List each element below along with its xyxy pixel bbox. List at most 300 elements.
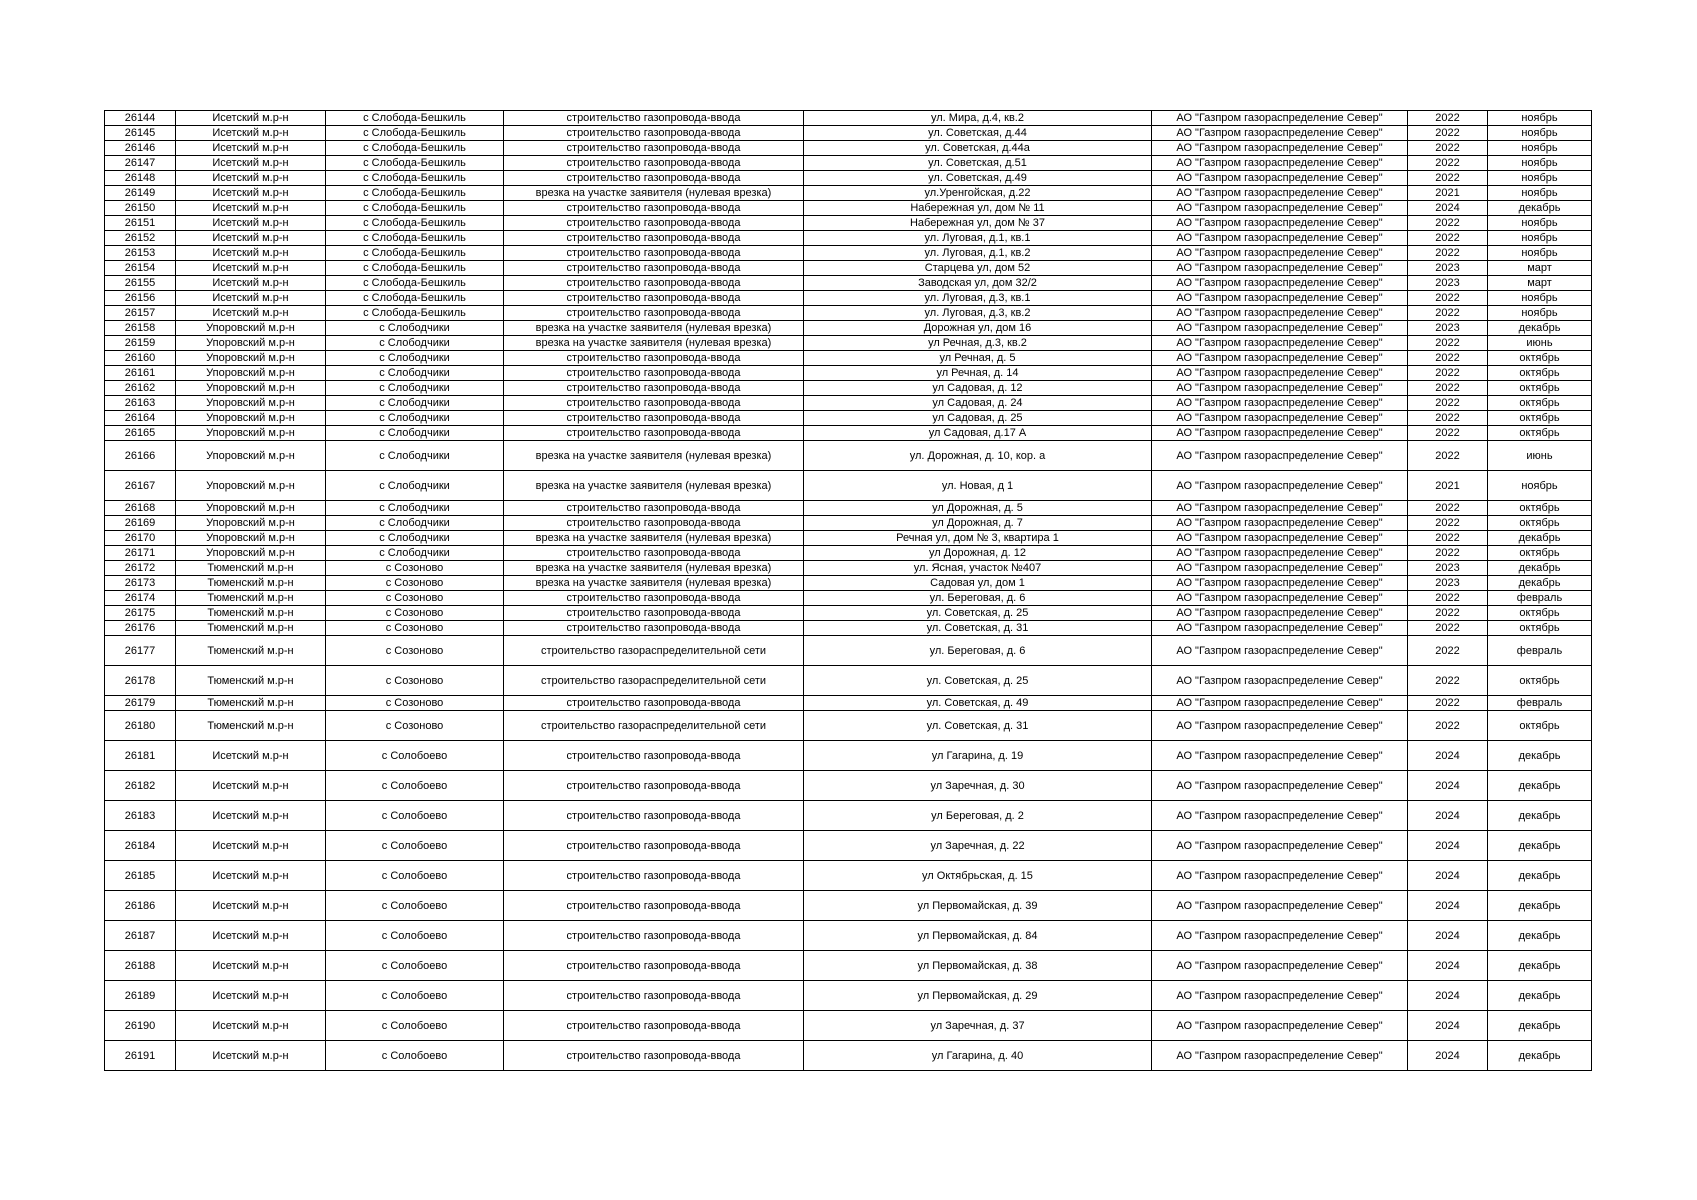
table-row [105, 411, 1592, 426]
cell-district: Исетский м.р-н [176, 861, 326, 891]
cell-settlement: с Созоново [326, 711, 504, 741]
cell-organization: АО "Газпром газораспределение Север" [1152, 171, 1408, 186]
cell-organization: АО "Газпром газораспределение Север" [1152, 156, 1408, 171]
cell-work-type: врезка на участке заявителя (нулевая врезка) [504, 321, 804, 336]
cell-address: Старцева ул, дом 52 [804, 261, 1152, 276]
cell-settlement: с Солобоево [326, 951, 504, 981]
cell-month: ноябрь [1488, 471, 1592, 501]
cell-year: 2022 [1408, 636, 1488, 666]
cell-organization: АО "Газпром газораспределение Север" [1152, 426, 1408, 441]
cell-month: март [1488, 261, 1592, 276]
cell-settlement: с Слободчики [326, 426, 504, 441]
cell-district: Исетский м.р-н [176, 156, 326, 171]
cell-organization: АО "Газпром газораспределение Север" [1152, 126, 1408, 141]
cell-organization: АО "Газпром газораспределение Север" [1152, 471, 1408, 501]
cell-district: Тюменский м.р-н [176, 666, 326, 696]
cell-organization: АО "Газпром газораспределение Север" [1152, 396, 1408, 411]
cell-year: 2024 [1408, 801, 1488, 831]
cell-id: 26183 [105, 801, 176, 831]
cell-address: ул. Советская, д.44а [804, 141, 1152, 156]
cell-id: 26185 [105, 861, 176, 891]
cell-address: ул Речная, д.3, кв.2 [804, 336, 1152, 351]
cell-month: февраль [1488, 591, 1592, 606]
cell-address: ул Береговая, д. 2 [804, 801, 1152, 831]
cell-work-type: строительство газопровода-ввода [504, 426, 804, 441]
cell-id: 26153 [105, 246, 176, 261]
cell-settlement: с Слобода-Бешкиль [326, 186, 504, 201]
cell-address: ул Первомайская, д. 38 [804, 951, 1152, 981]
cell-year: 2024 [1408, 1011, 1488, 1041]
cell-work-type: строительство газопровода-ввода [504, 891, 804, 921]
cell-address: ул Садовая, д. 24 [804, 396, 1152, 411]
cell-organization: АО "Газпром газораспределение Север" [1152, 501, 1408, 516]
cell-organization: АО "Газпром газораспределение Север" [1152, 366, 1408, 381]
cell-address: ул. Советская, д. 31 [804, 711, 1152, 741]
cell-address: ул. Дорожная, д. 10, кор. а [804, 441, 1152, 471]
cell-organization: АО "Газпром газораспределение Север" [1152, 861, 1408, 891]
cell-address: ул. Советская, д. 49 [804, 696, 1152, 711]
cell-month: ноябрь [1488, 141, 1592, 156]
cell-work-type: строительство газопровода-ввода [504, 501, 804, 516]
cell-id: 26175 [105, 606, 176, 621]
cell-month: октябрь [1488, 411, 1592, 426]
cell-month: декабрь [1488, 321, 1592, 336]
cell-district: Исетский м.р-н [176, 126, 326, 141]
cell-address: ул. Луговая, д.1, кв.1 [804, 231, 1152, 246]
table-row [105, 801, 1592, 831]
cell-organization: АО "Газпром газораспределение Север" [1152, 606, 1408, 621]
cell-district: Исетский м.р-н [176, 981, 326, 1011]
cell-id: 26180 [105, 711, 176, 741]
cell-year: 2022 [1408, 396, 1488, 411]
cell-id: 26189 [105, 981, 176, 1011]
table-row [105, 111, 1592, 126]
cell-month: ноябрь [1488, 126, 1592, 141]
cell-year: 2022 [1408, 381, 1488, 396]
cell-organization: АО "Газпром газораспределение Север" [1152, 531, 1408, 546]
cell-district: Тюменский м.р-н [176, 621, 326, 636]
cell-work-type: строительство газопровода-ввода [504, 831, 804, 861]
cell-id: 26148 [105, 171, 176, 186]
cell-settlement: с Созоново [326, 696, 504, 711]
cell-organization: АО "Газпром газораспределение Север" [1152, 696, 1408, 711]
cell-district: Упоровский м.р-н [176, 501, 326, 516]
cell-settlement: с Солобоево [326, 891, 504, 921]
cell-work-type: строительство газопровода-ввода [504, 201, 804, 216]
cell-id: 26182 [105, 771, 176, 801]
cell-id: 26176 [105, 621, 176, 636]
cell-work-type: строительство газопровода-ввода [504, 126, 804, 141]
cell-organization: АО "Газпром газораспределение Север" [1152, 321, 1408, 336]
cell-id: 26167 [105, 471, 176, 501]
cell-work-type: врезка на участке заявителя (нулевая врезка) [504, 471, 804, 501]
cell-address: ул Гагарина, д. 19 [804, 741, 1152, 771]
cell-year: 2024 [1408, 891, 1488, 921]
table-row [105, 696, 1592, 711]
cell-year: 2022 [1408, 516, 1488, 531]
cell-month: июнь [1488, 336, 1592, 351]
cell-year: 2024 [1408, 831, 1488, 861]
cell-district: Упоровский м.р-н [176, 396, 326, 411]
cell-district: Исетский м.р-н [176, 951, 326, 981]
cell-work-type: строительство газопровода-ввода [504, 111, 804, 126]
cell-id: 26163 [105, 396, 176, 411]
cell-month: ноябрь [1488, 111, 1592, 126]
cell-work-type: строительство газопровода-ввода [504, 216, 804, 231]
cell-year: 2024 [1408, 1041, 1488, 1071]
cell-year: 2022 [1408, 531, 1488, 546]
cell-id: 26178 [105, 666, 176, 696]
cell-settlement: с Слободчики [326, 546, 504, 561]
cell-address: ул. Советская, д.49 [804, 171, 1152, 186]
cell-work-type: строительство газопровода-ввода [504, 771, 804, 801]
cell-district: Исетский м.р-н [176, 216, 326, 231]
cell-settlement: с Слободчики [326, 351, 504, 366]
cell-district: Исетский м.р-н [176, 141, 326, 156]
cell-id: 26157 [105, 306, 176, 321]
cell-id: 26188 [105, 951, 176, 981]
cell-organization: АО "Газпром газораспределение Север" [1152, 201, 1408, 216]
cell-work-type: строительство газопровода-ввода [504, 171, 804, 186]
cell-address: ул. Луговая, д.3, кв.1 [804, 291, 1152, 306]
cell-organization: АО "Газпром газораспределение Север" [1152, 246, 1408, 261]
cell-address: ул Первомайская, д. 84 [804, 921, 1152, 951]
cell-district: Исетский м.р-н [176, 891, 326, 921]
table-row [105, 201, 1592, 216]
cell-month: октябрь [1488, 501, 1592, 516]
cell-id: 26154 [105, 261, 176, 276]
cell-settlement: с Солобоево [326, 861, 504, 891]
cell-work-type: строительство газопровода-ввода [504, 306, 804, 321]
cell-month: октябрь [1488, 396, 1592, 411]
table-row [105, 441, 1592, 471]
cell-month: октябрь [1488, 516, 1592, 531]
cell-address: ул Садовая, д. 25 [804, 411, 1152, 426]
cell-work-type: строительство газораспределительной сети [504, 711, 804, 741]
table-row [105, 351, 1592, 366]
cell-work-type: строительство газопровода-ввода [504, 741, 804, 771]
cell-month: октябрь [1488, 366, 1592, 381]
cell-work-type: строительство газопровода-ввода [504, 951, 804, 981]
cell-district: Упоровский м.р-н [176, 426, 326, 441]
cell-work-type: строительство газопровода-ввода [504, 276, 804, 291]
cell-settlement: с Слободчики [326, 516, 504, 531]
table-row [105, 741, 1592, 771]
cell-year: 2023 [1408, 321, 1488, 336]
cell-work-type: строительство газопровода-ввода [504, 1011, 804, 1041]
table-row [105, 861, 1592, 891]
cell-district: Тюменский м.р-н [176, 696, 326, 711]
cell-organization: АО "Газпром газораспределение Север" [1152, 441, 1408, 471]
cell-organization: АО "Газпром газораспределение Север" [1152, 351, 1408, 366]
cell-work-type: строительство газопровода-ввода [504, 516, 804, 531]
cell-district: Исетский м.р-н [176, 231, 326, 246]
cell-month: декабрь [1488, 741, 1592, 771]
cell-month: октябрь [1488, 621, 1592, 636]
cell-month: октябрь [1488, 351, 1592, 366]
cell-id: 26177 [105, 636, 176, 666]
cell-organization: АО "Газпром газораспределение Север" [1152, 621, 1408, 636]
cell-year: 2022 [1408, 666, 1488, 696]
cell-address: ул Дорожная, д. 5 [804, 501, 1152, 516]
table-row [105, 246, 1592, 261]
cell-organization: АО "Газпром газораспределение Север" [1152, 336, 1408, 351]
cell-district: Упоровский м.р-н [176, 471, 326, 501]
table-row [105, 546, 1592, 561]
table-row [105, 171, 1592, 186]
cell-month: ноябрь [1488, 306, 1592, 321]
cell-district: Упоровский м.р-н [176, 411, 326, 426]
cell-district: Исетский м.р-н [176, 276, 326, 291]
cell-year: 2022 [1408, 696, 1488, 711]
cell-settlement: с Слобода-Бешкиль [326, 171, 504, 186]
cell-work-type: строительство газораспределительной сети [504, 636, 804, 666]
table-row [105, 261, 1592, 276]
cell-work-type: строительство газопровода-ввода [504, 141, 804, 156]
table-row [105, 636, 1592, 666]
cell-month: ноябрь [1488, 216, 1592, 231]
table-row [105, 1011, 1592, 1041]
cell-organization: АО "Газпром газораспределение Север" [1152, 291, 1408, 306]
cell-month: декабрь [1488, 801, 1592, 831]
cell-id: 26155 [105, 276, 176, 291]
cell-address: ул.Уренгойская, д.22 [804, 186, 1152, 201]
table-row [105, 531, 1592, 546]
cell-month: ноябрь [1488, 231, 1592, 246]
cell-settlement: с Созоново [326, 606, 504, 621]
table-row [105, 321, 1592, 336]
cell-year: 2022 [1408, 711, 1488, 741]
cell-district: Исетский м.р-н [176, 741, 326, 771]
cell-organization: АО "Газпром газораспределение Север" [1152, 381, 1408, 396]
cell-settlement: с Созоново [326, 636, 504, 666]
table-row [105, 186, 1592, 201]
table-row [105, 771, 1592, 801]
cell-year: 2022 [1408, 171, 1488, 186]
cell-id: 26186 [105, 891, 176, 921]
cell-month: декабрь [1488, 951, 1592, 981]
cell-organization: АО "Газпром газораспределение Север" [1152, 276, 1408, 291]
table-row [105, 426, 1592, 441]
cell-id: 26159 [105, 336, 176, 351]
cell-month: декабрь [1488, 561, 1592, 576]
cell-address: ул Первомайская, д. 29 [804, 981, 1152, 1011]
cell-district: Исетский м.р-н [176, 246, 326, 261]
cell-year: 2022 [1408, 441, 1488, 471]
table-row [105, 711, 1592, 741]
cell-settlement: с Созоново [326, 666, 504, 696]
cell-work-type: строительство газопровода-ввода [504, 261, 804, 276]
table-row [105, 366, 1592, 381]
cell-settlement: с Созоново [326, 591, 504, 606]
cell-district: Упоровский м.р-н [176, 441, 326, 471]
cell-settlement: с Солобоево [326, 771, 504, 801]
cell-work-type: строительство газопровода-ввода [504, 231, 804, 246]
cell-month: декабрь [1488, 921, 1592, 951]
cell-address: ул Речная, д. 14 [804, 366, 1152, 381]
table-body [105, 111, 1592, 1071]
cell-organization: АО "Газпром газораспределение Север" [1152, 1011, 1408, 1041]
cell-id: 26164 [105, 411, 176, 426]
cell-settlement: с Созоново [326, 561, 504, 576]
table-row [105, 306, 1592, 321]
cell-settlement: с Слободчики [326, 501, 504, 516]
cell-address: ул Речная, д. 5 [804, 351, 1152, 366]
cell-address: Садовая ул, дом 1 [804, 576, 1152, 591]
cell-settlement: с Солобоево [326, 801, 504, 831]
cell-year: 2022 [1408, 426, 1488, 441]
cell-month: декабрь [1488, 771, 1592, 801]
cell-work-type: строительство газопровода-ввода [504, 621, 804, 636]
cell-organization: АО "Газпром газораспределение Север" [1152, 111, 1408, 126]
cell-year: 2022 [1408, 216, 1488, 231]
cell-district: Упоровский м.р-н [176, 351, 326, 366]
cell-work-type: врезка на участке заявителя (нулевая врезка) [504, 531, 804, 546]
cell-organization: АО "Газпром газораспределение Север" [1152, 666, 1408, 696]
cell-year: 2022 [1408, 591, 1488, 606]
cell-id: 26187 [105, 921, 176, 951]
cell-organization: АО "Газпром газораспределение Север" [1152, 741, 1408, 771]
cell-organization: АО "Газпром газораспределение Север" [1152, 831, 1408, 861]
cell-year: 2022 [1408, 546, 1488, 561]
cell-address: ул. Советская, д.44 [804, 126, 1152, 141]
cell-district: Исетский м.р-н [176, 1041, 326, 1071]
cell-organization: АО "Газпром газораспределение Север" [1152, 186, 1408, 201]
cell-year: 2022 [1408, 156, 1488, 171]
cell-year: 2022 [1408, 306, 1488, 321]
cell-settlement: с Слобода-Бешкиль [326, 261, 504, 276]
cell-settlement: с Солобоево [326, 921, 504, 951]
cell-month: ноябрь [1488, 291, 1592, 306]
cell-month: декабрь [1488, 861, 1592, 891]
cell-district: Исетский м.р-н [176, 186, 326, 201]
cell-settlement: с Солобоево [326, 741, 504, 771]
cell-district: Тюменский м.р-н [176, 591, 326, 606]
table-row [105, 606, 1592, 621]
cell-month: ноябрь [1488, 156, 1592, 171]
cell-district: Тюменский м.р-н [176, 576, 326, 591]
cell-year: 2022 [1408, 606, 1488, 621]
cell-id: 26162 [105, 381, 176, 396]
table-row [105, 276, 1592, 291]
table-row [105, 981, 1592, 1011]
cell-settlement: с Созоново [326, 576, 504, 591]
cell-year: 2022 [1408, 111, 1488, 126]
cell-month: ноябрь [1488, 171, 1592, 186]
cell-address: ул Дорожная, д. 12 [804, 546, 1152, 561]
cell-work-type: врезка на участке заявителя (нулевая врезка) [504, 186, 804, 201]
cell-district: Исетский м.р-н [176, 291, 326, 306]
cell-id: 26171 [105, 546, 176, 561]
table-row [105, 141, 1592, 156]
cell-address: ул. Советская, д. 25 [804, 666, 1152, 696]
cell-district: Исетский м.р-н [176, 1011, 326, 1041]
cell-work-type: строительство газопровода-ввода [504, 291, 804, 306]
cell-year: 2022 [1408, 336, 1488, 351]
cell-work-type: строительство газопровода-ввода [504, 921, 804, 951]
table-row [105, 381, 1592, 396]
cell-work-type: врезка на участке заявителя (нулевая врезка) [504, 336, 804, 351]
cell-address: ул. Советская, д. 25 [804, 606, 1152, 621]
cell-work-type: строительство газопровода-ввода [504, 366, 804, 381]
table-row [105, 921, 1592, 951]
cell-settlement: с Слобода-Бешкиль [326, 291, 504, 306]
cell-address: Набережная ул, дом № 11 [804, 201, 1152, 216]
cell-settlement: с Слобода-Бешкиль [326, 141, 504, 156]
table-row [105, 471, 1592, 501]
cell-settlement: с Слобода-Бешкиль [326, 306, 504, 321]
cell-address: ул. Луговая, д.3, кв.2 [804, 306, 1152, 321]
cell-month: декабрь [1488, 1011, 1592, 1041]
cell-id: 26190 [105, 1011, 176, 1041]
cell-organization: АО "Газпром газораспределение Север" [1152, 591, 1408, 606]
cell-district: Тюменский м.р-н [176, 711, 326, 741]
cell-address: Заводская ул, дом 32/2 [804, 276, 1152, 291]
cell-year: 2022 [1408, 291, 1488, 306]
cell-settlement: с Слободчики [326, 366, 504, 381]
cell-address: ул. Береговая, д. 6 [804, 591, 1152, 606]
cell-organization: АО "Газпром газораспределение Север" [1152, 771, 1408, 801]
cell-organization: АО "Газпром газораспределение Север" [1152, 306, 1408, 321]
cell-work-type: строительство газопровода-ввода [504, 351, 804, 366]
cell-address: ул Заречная, д. 22 [804, 831, 1152, 861]
cell-work-type: строительство газопровода-ввода [504, 591, 804, 606]
cell-work-type: строительство газопровода-ввода [504, 546, 804, 561]
table-row [105, 126, 1592, 141]
table-row [105, 516, 1592, 531]
cell-address: ул. Луговая, д.1, кв.2 [804, 246, 1152, 261]
cell-month: декабрь [1488, 531, 1592, 546]
table-row [105, 591, 1592, 606]
cell-settlement: с Слободчики [326, 321, 504, 336]
cell-id: 26147 [105, 156, 176, 171]
cell-organization: АО "Газпром газораспределение Север" [1152, 546, 1408, 561]
cell-settlement: с Слободчики [326, 336, 504, 351]
cell-month: декабрь [1488, 201, 1592, 216]
cell-year: 2022 [1408, 351, 1488, 366]
cell-year: 2023 [1408, 261, 1488, 276]
cell-work-type: строительство газопровода-ввода [504, 381, 804, 396]
cell-address: ул. Советская, д. 31 [804, 621, 1152, 636]
cell-district: Тюменский м.р-н [176, 636, 326, 666]
cell-year: 2022 [1408, 411, 1488, 426]
cell-district: Упоровский м.р-н [176, 366, 326, 381]
cell-district: Упоровский м.р-н [176, 381, 326, 396]
cell-month: октябрь [1488, 606, 1592, 621]
cell-address: ул. Ясная, участок №407 [804, 561, 1152, 576]
table-row [105, 396, 1592, 411]
cell-organization: АО "Газпром газораспределение Север" [1152, 516, 1408, 531]
cell-address: ул. Советская, д.51 [804, 156, 1152, 171]
cell-district: Упоровский м.р-н [176, 516, 326, 531]
cell-organization: АО "Газпром газораспределение Север" [1152, 141, 1408, 156]
cell-year: 2022 [1408, 501, 1488, 516]
cell-address: ул Дорожная, д. 7 [804, 516, 1152, 531]
cell-year: 2024 [1408, 951, 1488, 981]
cell-year: 2024 [1408, 771, 1488, 801]
cell-settlement: с Слободчики [326, 531, 504, 546]
cell-year: 2022 [1408, 246, 1488, 261]
cell-id: 26179 [105, 696, 176, 711]
cell-id: 26191 [105, 1041, 176, 1071]
cell-work-type: строительство газопровода-ввода [504, 156, 804, 171]
cell-address: Набережная ул, дом № 37 [804, 216, 1152, 231]
cell-address: ул Заречная, д. 30 [804, 771, 1152, 801]
cell-organization: АО "Газпром газораспределение Север" [1152, 576, 1408, 591]
cell-month: октябрь [1488, 426, 1592, 441]
cell-id: 26156 [105, 291, 176, 306]
cell-settlement: с Слобода-Бешкиль [326, 276, 504, 291]
